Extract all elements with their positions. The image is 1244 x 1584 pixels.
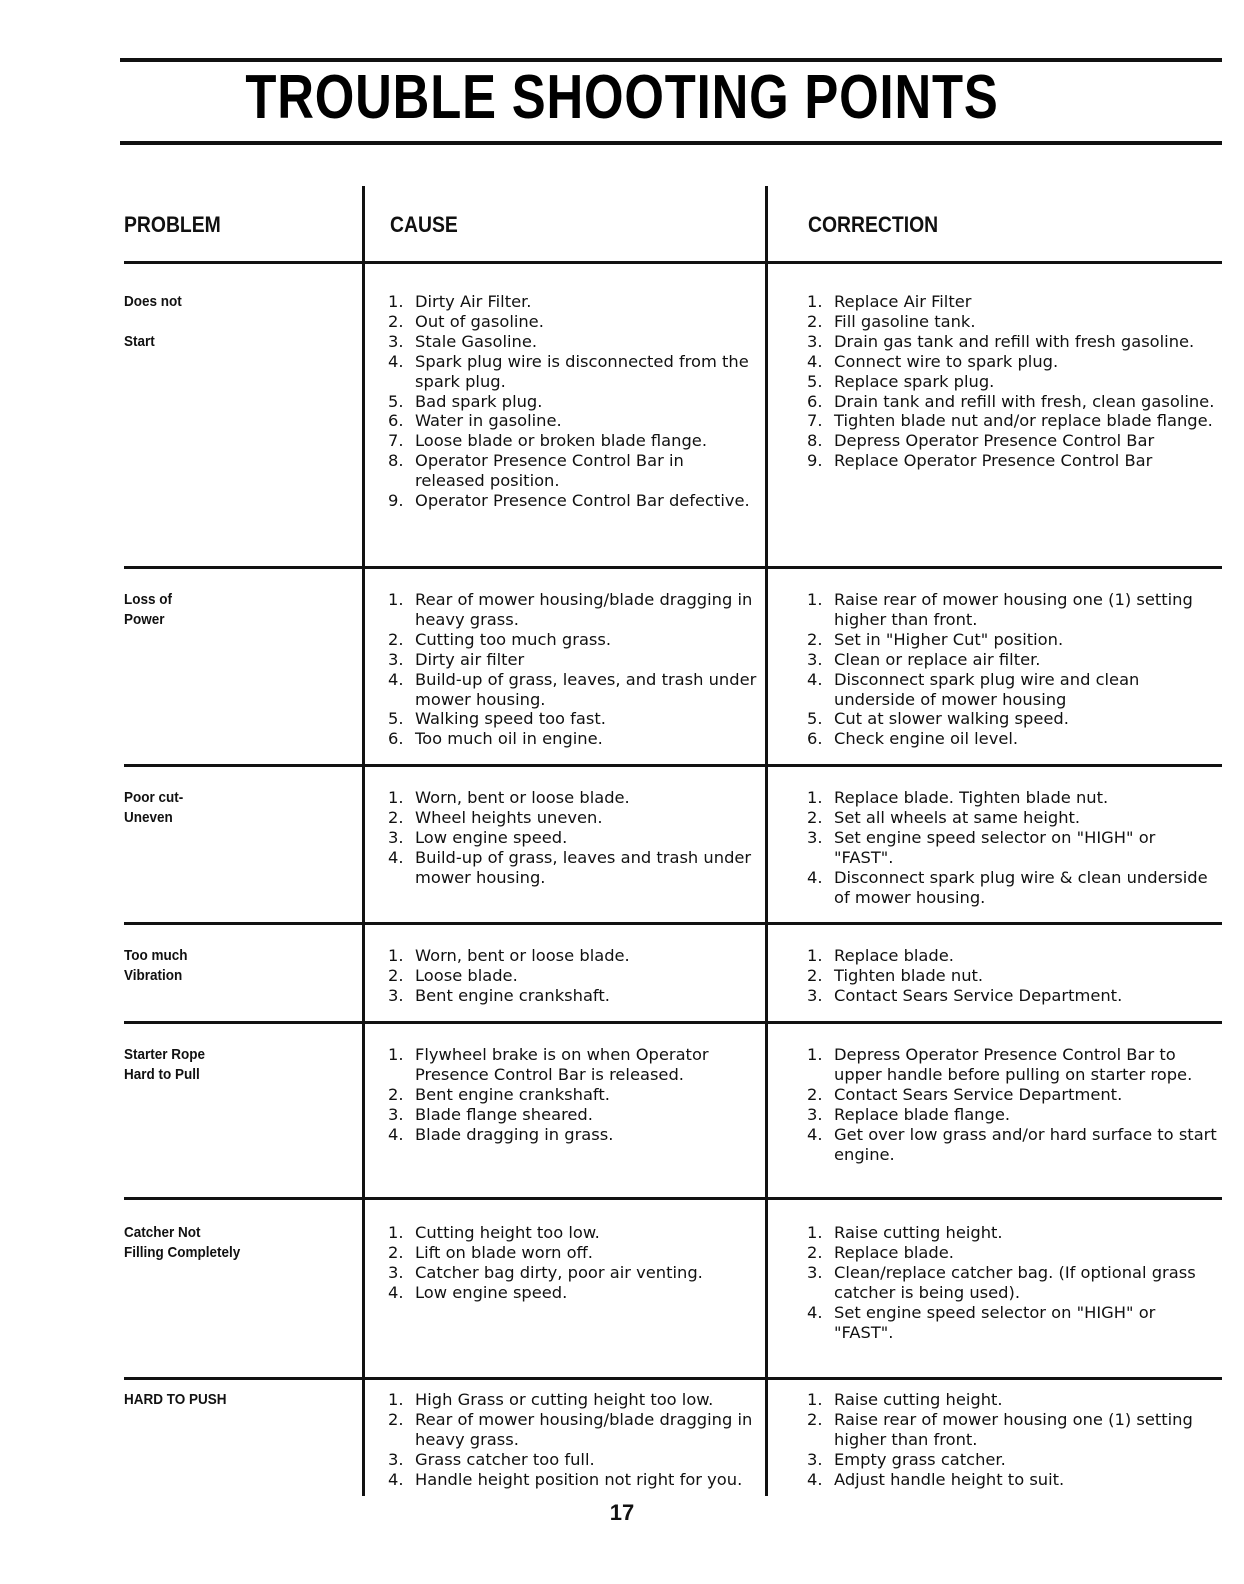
- row-separator: [124, 261, 1222, 264]
- item-number: 7.: [807, 411, 823, 431]
- list-item: [807, 650, 1217, 670]
- list-item: [807, 986, 1217, 1006]
- item-text: Set engine speed selector on "HIGH" or "FAST".: [834, 1302, 1156, 1342]
- item-text: Empty grass catcher.: [834, 1449, 1006, 1469]
- correction-list: [807, 788, 1217, 907]
- list-item: [388, 986, 758, 1006]
- item-number: 4.: [388, 669, 404, 689]
- item-text: Build-up of grass, leaves and trash under mower housing.: [415, 847, 752, 887]
- list-item: [388, 966, 758, 986]
- item-number: 2.: [388, 311, 404, 331]
- item-number: 1.: [388, 946, 404, 965]
- list-item: [807, 372, 1217, 392]
- item-text: Raise rear of mower housing one (1) setting higher than front.: [834, 590, 1193, 629]
- list-item: [388, 1125, 758, 1145]
- item-number: 3.: [388, 1449, 404, 1469]
- problem-label: [124, 1045, 205, 1085]
- problem-text: Power: [124, 611, 165, 628]
- item-number: 2.: [807, 807, 823, 827]
- list-item: [388, 392, 758, 412]
- item-text: Fill gasoline tank.: [834, 311, 976, 331]
- item-text: Cut at slower walking speed.: [834, 709, 1069, 729]
- item-text: Replace blade.: [834, 1242, 954, 1262]
- item-number: 1.: [388, 1390, 404, 1409]
- list-item: [388, 451, 758, 491]
- problem-label: [124, 590, 172, 630]
- problem-text: Uneven: [124, 809, 173, 826]
- item-text: Raise rear of mower housing one (1) setting higher than front.: [834, 1409, 1193, 1449]
- list-item: [388, 411, 758, 431]
- list-item: [807, 946, 1217, 966]
- item-text: Bent engine crankshaft.: [415, 1084, 610, 1104]
- item-text: Contact Sears Service Department.: [834, 985, 1123, 1005]
- list-item: [807, 966, 1217, 986]
- item-text: Rear of mower housing/blade dragging in heavy grass.: [415, 1409, 753, 1449]
- item-text: Operator Presence Control Bar in released position.: [415, 451, 684, 491]
- item-number: 1.: [807, 788, 823, 807]
- item-text: Replace Operator Presence Control Bar: [834, 451, 1153, 471]
- list-item: [807, 1045, 1217, 1085]
- item-number: 7.: [388, 431, 404, 451]
- problem-text: HARD TO PUSH: [124, 1391, 227, 1408]
- item-number: 1.: [388, 1045, 404, 1064]
- item-number: 4.: [388, 1469, 404, 1489]
- item-number: 9.: [388, 491, 404, 511]
- item-text: Operator Presence Control Bar defective.: [415, 491, 750, 511]
- item-text: Clean or replace air filter.: [834, 649, 1041, 669]
- item-number: 2.: [807, 311, 823, 331]
- item-text: Rear of mower housing/blade dragging in heavy grass.: [415, 590, 753, 629]
- item-number: 2.: [807, 1242, 823, 1262]
- item-text: Bad spark plug.: [415, 391, 543, 411]
- item-text: Lift on blade worn off.: [415, 1242, 593, 1262]
- item-text: Connect wire to spark plug.: [834, 351, 1059, 371]
- item-text: Blade dragging in grass.: [415, 1124, 614, 1144]
- item-text: Contact Sears Service Department.: [834, 1084, 1123, 1104]
- item-text: High Grass or cutting height too low.: [415, 1390, 714, 1409]
- problem-text: Poor cut-: [124, 789, 184, 806]
- page-number: 17: [609, 1500, 635, 1525]
- item-number: 2.: [388, 1242, 404, 1262]
- item-text: Dirty Air Filter.: [415, 292, 532, 311]
- item-number: 3.: [807, 1262, 823, 1282]
- item-number: 3.: [807, 649, 823, 669]
- problem-label: [124, 1223, 240, 1263]
- item-text: Adjust handle height to suit.: [834, 1469, 1065, 1489]
- list-item: [388, 1243, 758, 1263]
- list-item: [807, 411, 1217, 431]
- item-text: Blade flange sheared.: [415, 1104, 593, 1124]
- item-text: Spark plug wire is disconnected from the spark plug.: [415, 351, 749, 391]
- problem-label: [124, 946, 187, 986]
- item-text: Drain gas tank and refill with fresh gasoline.: [834, 331, 1195, 351]
- cause-list: [388, 590, 758, 749]
- correction-list: [807, 1390, 1217, 1490]
- item-text: Worn, bent or loose blade.: [415, 946, 630, 965]
- item-number: 6.: [807, 391, 823, 411]
- item-text: Catcher bag dirty, poor air venting.: [415, 1262, 703, 1282]
- list-item: [807, 590, 1217, 630]
- list-item: [807, 1303, 1217, 1343]
- list-item: [388, 946, 758, 966]
- item-number: 3.: [807, 1104, 823, 1124]
- title-rule-bottom: [120, 141, 1222, 145]
- item-number: 8.: [388, 451, 404, 471]
- list-item: [388, 670, 758, 710]
- item-text: Replace blade.: [834, 946, 954, 965]
- item-number: 3.: [388, 331, 404, 351]
- item-number: 3.: [388, 1104, 404, 1124]
- list-item: [807, 1223, 1217, 1243]
- item-text: Replace Air Filter: [834, 292, 972, 311]
- header-cause: CAUSE: [390, 212, 458, 237]
- cause-list: [388, 292, 758, 511]
- item-number: 3.: [807, 1449, 823, 1469]
- item-text: Set engine speed selector on "HIGH" or "FAST".: [834, 827, 1156, 867]
- row-separator: [124, 566, 1222, 569]
- item-number: 6.: [388, 729, 404, 749]
- list-item: [388, 332, 758, 352]
- item-number: 3.: [388, 649, 404, 669]
- list-item: [388, 709, 758, 729]
- item-text: Raise cutting height.: [834, 1223, 1003, 1242]
- item-text: Disconnect spark plug wire & clean underside of mower housing.: [834, 867, 1208, 907]
- list-item: [807, 1450, 1217, 1470]
- item-number: 1.: [807, 292, 823, 311]
- list-item: [388, 431, 758, 451]
- cause-list: [388, 946, 758, 1006]
- item-number: 2.: [388, 629, 404, 649]
- item-text: Bent engine crankshaft.: [415, 985, 610, 1005]
- item-text: Get over low grass and/or hard surface to start engine.: [834, 1124, 1217, 1164]
- list-item: [807, 868, 1217, 908]
- item-number: 2.: [388, 965, 404, 985]
- column-divider-1: [362, 186, 365, 1496]
- item-number: 4.: [388, 847, 404, 867]
- item-text: Low engine speed.: [415, 1282, 568, 1302]
- cause-list: [388, 788, 758, 888]
- item-number: 3.: [807, 331, 823, 351]
- item-text: Tighten blade nut and/or replace blade flange.: [834, 411, 1213, 431]
- problem-text: Hard to Pull: [124, 1066, 200, 1083]
- list-item: [807, 1105, 1217, 1125]
- item-number: 8.: [807, 431, 823, 451]
- item-text: Build-up of grass, leaves, and trash under mower housing.: [415, 669, 757, 709]
- correction-list: [807, 946, 1217, 1006]
- list-item: [388, 1223, 758, 1243]
- item-number: 1.: [807, 1223, 823, 1242]
- item-number: 3.: [388, 1262, 404, 1282]
- item-text: Set all wheels at same height.: [834, 807, 1081, 827]
- item-text: Depress Operator Presence Control Bar to upper handle before pulling on starter rope.: [834, 1045, 1193, 1084]
- list-item: [388, 1105, 758, 1125]
- item-number: 3.: [388, 827, 404, 847]
- column-divider-2: [765, 186, 768, 1496]
- list-item: [807, 1243, 1217, 1263]
- list-item: [807, 352, 1217, 372]
- list-item: [388, 1263, 758, 1283]
- item-text: Handle height position not right for you.: [415, 1469, 743, 1489]
- item-text: Flywheel brake is on when Operator Presence Control Bar is released.: [415, 1045, 709, 1084]
- item-number: 5.: [807, 371, 823, 391]
- list-item: [807, 312, 1217, 332]
- list-item: [388, 1390, 758, 1410]
- list-item: [807, 788, 1217, 808]
- list-item: [388, 312, 758, 332]
- row-separator: [124, 1197, 1222, 1200]
- list-item: [807, 808, 1217, 828]
- item-number: 4.: [807, 1302, 823, 1322]
- item-number: 4.: [388, 351, 404, 371]
- item-number: 1.: [388, 590, 404, 609]
- item-text: Worn, bent or loose blade.: [415, 788, 630, 807]
- item-text: Clean/replace catcher bag. (If optional grass catcher is being used).: [834, 1262, 1196, 1302]
- item-number: 4.: [388, 1282, 404, 1302]
- item-number: 9.: [807, 451, 823, 471]
- item-number: 1.: [388, 292, 404, 311]
- row-separator: [124, 1377, 1222, 1380]
- item-number: 2.: [807, 965, 823, 985]
- item-text: Replace blade flange.: [834, 1104, 1011, 1124]
- list-item: [388, 352, 758, 392]
- header-problem: PROBLEM: [124, 212, 221, 237]
- item-text: Replace spark plug.: [834, 371, 995, 391]
- item-text: Depress Operator Presence Control Bar: [834, 431, 1155, 451]
- item-text: Out of gasoline.: [415, 311, 544, 331]
- item-number: 3.: [388, 985, 404, 1005]
- list-item: [388, 1450, 758, 1470]
- item-number: 2.: [807, 1084, 823, 1104]
- item-text: Loose blade.: [415, 965, 518, 985]
- item-number: 1.: [388, 1223, 404, 1242]
- list-item: [388, 630, 758, 650]
- item-text: Tighten blade nut.: [834, 965, 984, 985]
- item-text: Raise cutting height.: [834, 1390, 1003, 1409]
- problem-text: Filling Completely: [124, 1244, 241, 1261]
- item-text: Walking speed too fast.: [415, 709, 606, 729]
- item-number: 1.: [807, 590, 823, 609]
- item-text: Water in gasoline.: [415, 411, 562, 431]
- problem-text: Starter Rope: [124, 1046, 206, 1063]
- list-item: [807, 630, 1217, 650]
- list-item: [807, 1470, 1217, 1490]
- item-number: 1.: [388, 788, 404, 807]
- header-correction: CORRECTION: [808, 212, 939, 237]
- list-item: [807, 1085, 1217, 1105]
- list-item: [807, 670, 1217, 710]
- correction-list: [807, 1223, 1217, 1342]
- item-text: Disconnect spark plug wire and clean underside of mower housing: [834, 669, 1140, 709]
- problem-text: Too much: [124, 947, 188, 964]
- problem-text: Does not: [124, 293, 182, 310]
- list-item: [807, 451, 1217, 471]
- list-item: [807, 1125, 1217, 1165]
- list-item: [807, 292, 1217, 312]
- item-number: 2.: [388, 1084, 404, 1104]
- item-text: Replace blade. Tighten blade nut.: [834, 788, 1109, 807]
- item-number: 1.: [807, 1045, 823, 1064]
- list-item: [388, 292, 758, 312]
- problem-label: [124, 292, 182, 372]
- row-separator: [124, 764, 1222, 767]
- cause-list: [388, 1045, 758, 1145]
- item-number: 4.: [807, 867, 823, 887]
- item-number: 6.: [807, 729, 823, 749]
- item-number: 3.: [807, 985, 823, 1005]
- list-item: [388, 1045, 758, 1085]
- problem-text: Loss of: [124, 591, 173, 608]
- item-text: Cutting too much grass.: [415, 629, 612, 649]
- row-separator: [124, 1021, 1222, 1024]
- cause-list: [388, 1390, 758, 1490]
- problem-label: [124, 1390, 227, 1410]
- problem-label: [124, 788, 183, 828]
- list-item: [807, 431, 1217, 451]
- item-text: Check engine oil level.: [834, 729, 1019, 749]
- list-item: [807, 1410, 1217, 1450]
- cause-list: [388, 1223, 758, 1303]
- list-item: [388, 650, 758, 670]
- list-item: [388, 808, 758, 828]
- item-number: 5.: [807, 709, 823, 729]
- item-number: 5.: [388, 391, 404, 411]
- item-number: 2.: [807, 629, 823, 649]
- list-item: [388, 848, 758, 888]
- item-text: Grass catcher too full.: [415, 1449, 595, 1469]
- item-text: Low engine speed.: [415, 827, 568, 847]
- list-item: [388, 1410, 758, 1450]
- item-text: Wheel heights uneven.: [415, 807, 603, 827]
- page-title: TROUBLE SHOOTING POINTS: [245, 63, 999, 132]
- item-number: 2.: [388, 1409, 404, 1429]
- list-item: [388, 491, 758, 511]
- item-number: 4.: [388, 1124, 404, 1144]
- item-number: 4.: [807, 1469, 823, 1489]
- item-text: Loose blade or broken blade flange.: [415, 431, 708, 451]
- problem-text: Start: [124, 333, 155, 350]
- list-item: [807, 1263, 1217, 1303]
- item-number: 2.: [388, 807, 404, 827]
- list-item: [388, 729, 758, 749]
- item-text: Drain tank and refill with fresh, clean gasoline.: [834, 391, 1215, 411]
- row-separator: [124, 922, 1222, 925]
- list-item: [388, 590, 758, 630]
- problem-text: Catcher Not: [124, 1224, 201, 1241]
- list-item: [388, 1470, 758, 1490]
- item-text: Cutting height too low.: [415, 1223, 600, 1242]
- item-text: Stale Gasoline.: [415, 331, 538, 351]
- item-number: 3.: [807, 827, 823, 847]
- correction-list: [807, 292, 1217, 471]
- item-number: 2.: [807, 1409, 823, 1429]
- list-item: [807, 332, 1217, 352]
- item-text: Too much oil in engine.: [415, 729, 603, 749]
- list-item: [807, 1390, 1217, 1410]
- list-item: [807, 709, 1217, 729]
- list-item: [388, 788, 758, 808]
- list-item: [388, 828, 758, 848]
- item-number: 4.: [807, 351, 823, 371]
- item-number: 4.: [807, 669, 823, 689]
- list-item: [388, 1085, 758, 1105]
- item-number: 5.: [388, 709, 404, 729]
- list-item: [807, 729, 1217, 749]
- list-item: [807, 828, 1217, 868]
- item-number: 1.: [807, 1390, 823, 1409]
- item-number: 1.: [807, 946, 823, 965]
- list-item: [807, 392, 1217, 412]
- correction-list: [807, 1045, 1217, 1164]
- list-item: [388, 1283, 758, 1303]
- item-text: Set in "Higher Cut" position.: [834, 629, 1064, 649]
- item-text: Dirty air filter: [415, 649, 525, 669]
- problem-text: Vibration: [124, 967, 183, 984]
- correction-list: [807, 590, 1217, 749]
- item-number: 6.: [388, 411, 404, 431]
- item-number: 4.: [807, 1124, 823, 1144]
